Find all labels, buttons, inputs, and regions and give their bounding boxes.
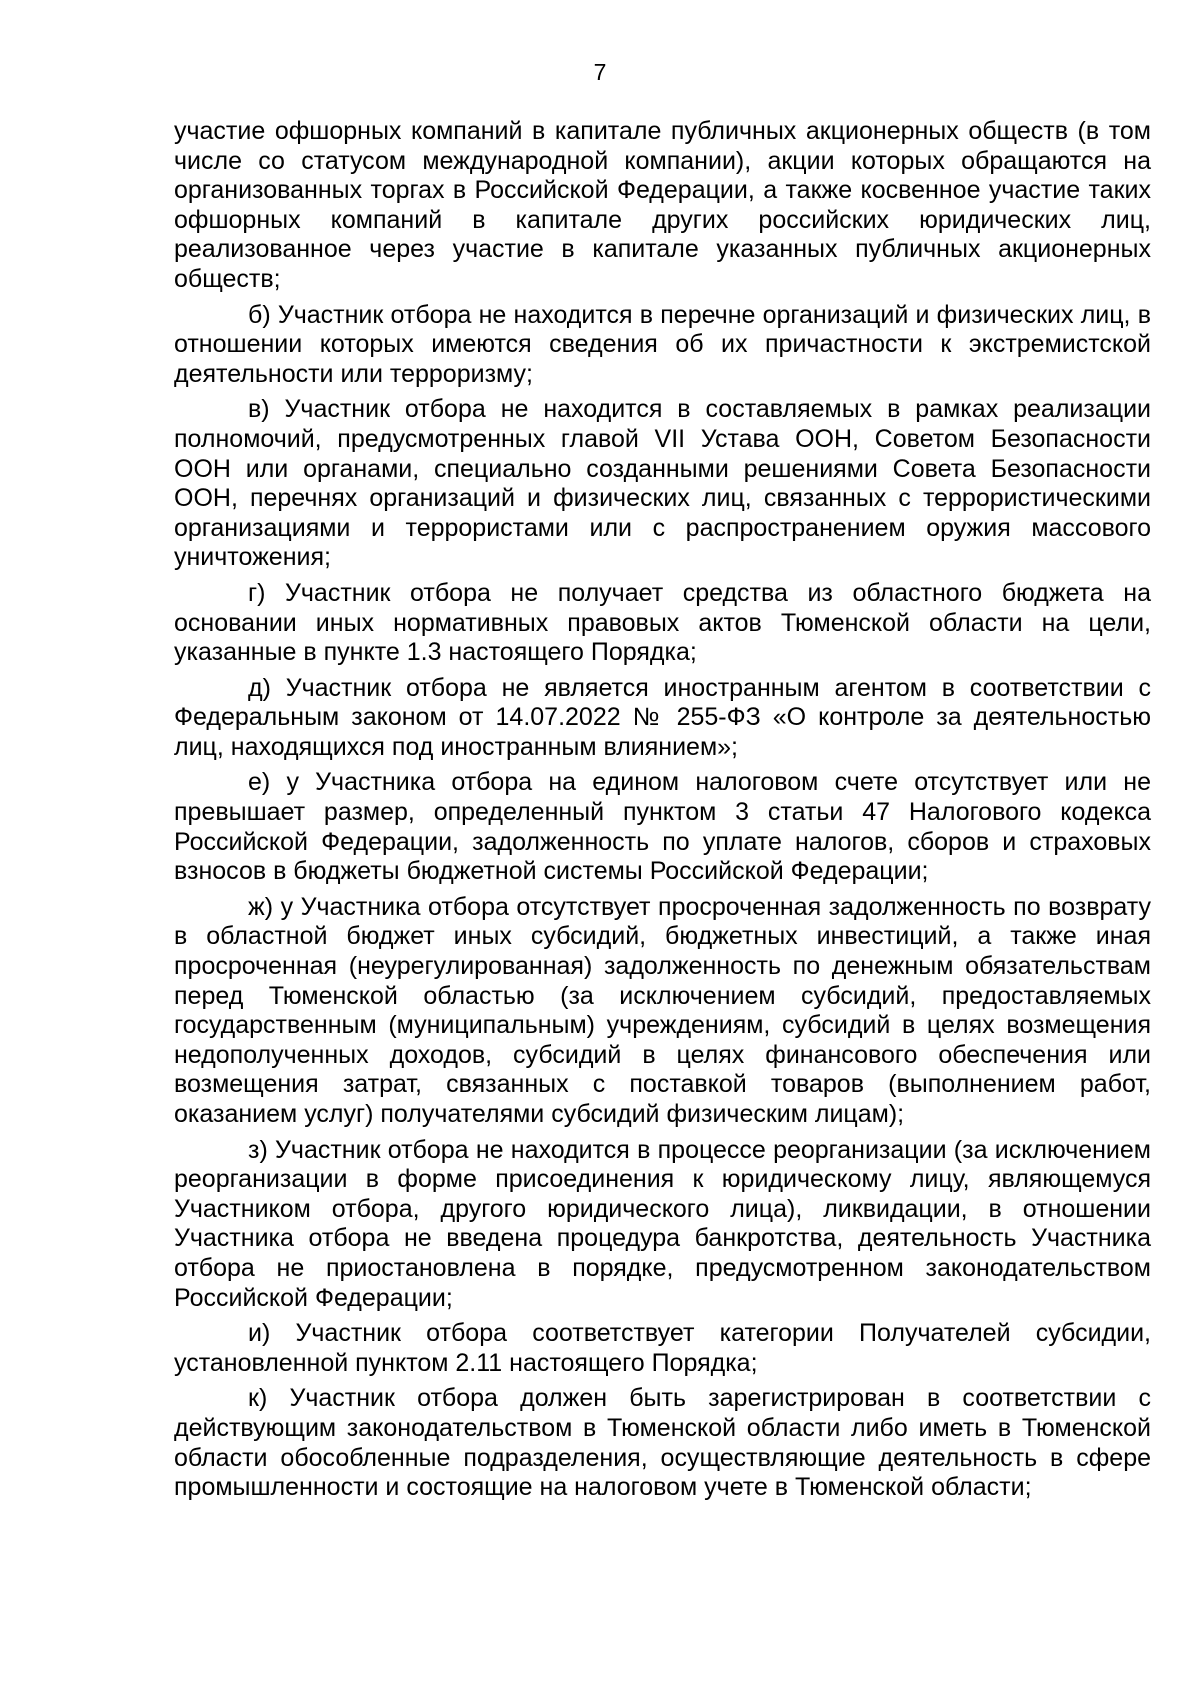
paragraph-item-z: з) Участник отбора не находится в процессе реорганизации (за исключением реорганизации в форме присоединения к юридическому лицу, являющемуся Участником отбора, другого юридического лица), ликвидации, в отношении Участника отбора не введена процедура банкротства, деятельность Участника отбора не приостановлена в порядке, предусмотренном законодательством Российской Федерации; <box>174 1135 1151 1312</box>
paragraph-item-v: в) Участник отбора не находится в составляемых в рамках реализации полномочий, предусмотренных главой VII Устава ООН, Советом Безопасности ООН или органами, специально созданными решениями Совета Безопасности ООН, перечнях организаций и физических лиц, связанных с террористическими организациями и террористами или с распространением оружия массового уничтожения; <box>174 395 1151 572</box>
paragraph-item-k: к) Участник отбора должен быть зарегистрирован в соответствии с действующим законодательством в Тюменской области либо иметь в Тюменской области обособленные подразделения, осуществляющие деятельность в сфере промышленности и состоящие на налоговом учете в Тюменской области; <box>174 1384 1151 1502</box>
document-body <box>174 117 1151 1509</box>
paragraph-item-d: д) Участник отбора не является иностранным агентом в соответствии с Федеральным законом от 14.07.2022 № 255-ФЗ «О контроле за деятельностью лиц, находящихся под иностранным влиянием»; <box>174 673 1151 761</box>
paragraph-item-g: г) Участник отбора не получает средства из областного бюджета на основании иных нормативных правовых актов Тюменской области на цели, указанные в пункте 1.3 настоящего Порядка; <box>174 578 1151 667</box>
paragraph-item-zh: ж) у Участника отбора отсутствует просроченная задолженность по возврату в областной бюджет иных субсидий, бюджетных инвестиций, а также иная просроченная (неурегулированная) задолженность по денежным обязательствам перед Тюменской областью (за исключением субсидий, предоставляемых государственным (муниципальным) учреждениям, субсидий в целях возмещения недополученных доходов, субсидий в целях финансового обеспечения или возмещения затрат, связанных с поставкой товаров (выполнением работ, оказанием услуг) получателями субсидий физическим лицам); <box>174 892 1151 1128</box>
paragraph-item-b: б) Участник отбора не находится в перечне организаций и физических лиц, в отношении которых имеются сведения об их причастности к экстремистской деятельности или терроризму; <box>174 300 1151 388</box>
paragraph-item-i: и) Участник отбора соответствует категории Получателей субсидии, установленной пунктом 2.11 настоящего Порядка; <box>174 1319 1151 1377</box>
paragraph-item-e: е) у Участника отбора на едином налоговом счете отсутствует или не превышает размер, определенный пунктом 3 статьи 47 Налогового кодекса Российской Федерации, задолженность по уплате налогов, сборов и страховых взносов в бюджеты бюджетной системы Российской Федерации; <box>174 768 1151 886</box>
paragraph-continuation: участие офшорных компаний в капитале публичных акционерных обществ (в том числе со статусом международной компании), акции которых обращаются на организованных торгах в Российской Федерации, а также косвенное участие таких офшорных компаний в капитале других российских юридических лиц, реализованное через участие в капитале указанных публичных акционерных обществ; <box>174 117 1151 293</box>
page-number: 7 <box>593 59 607 85</box>
